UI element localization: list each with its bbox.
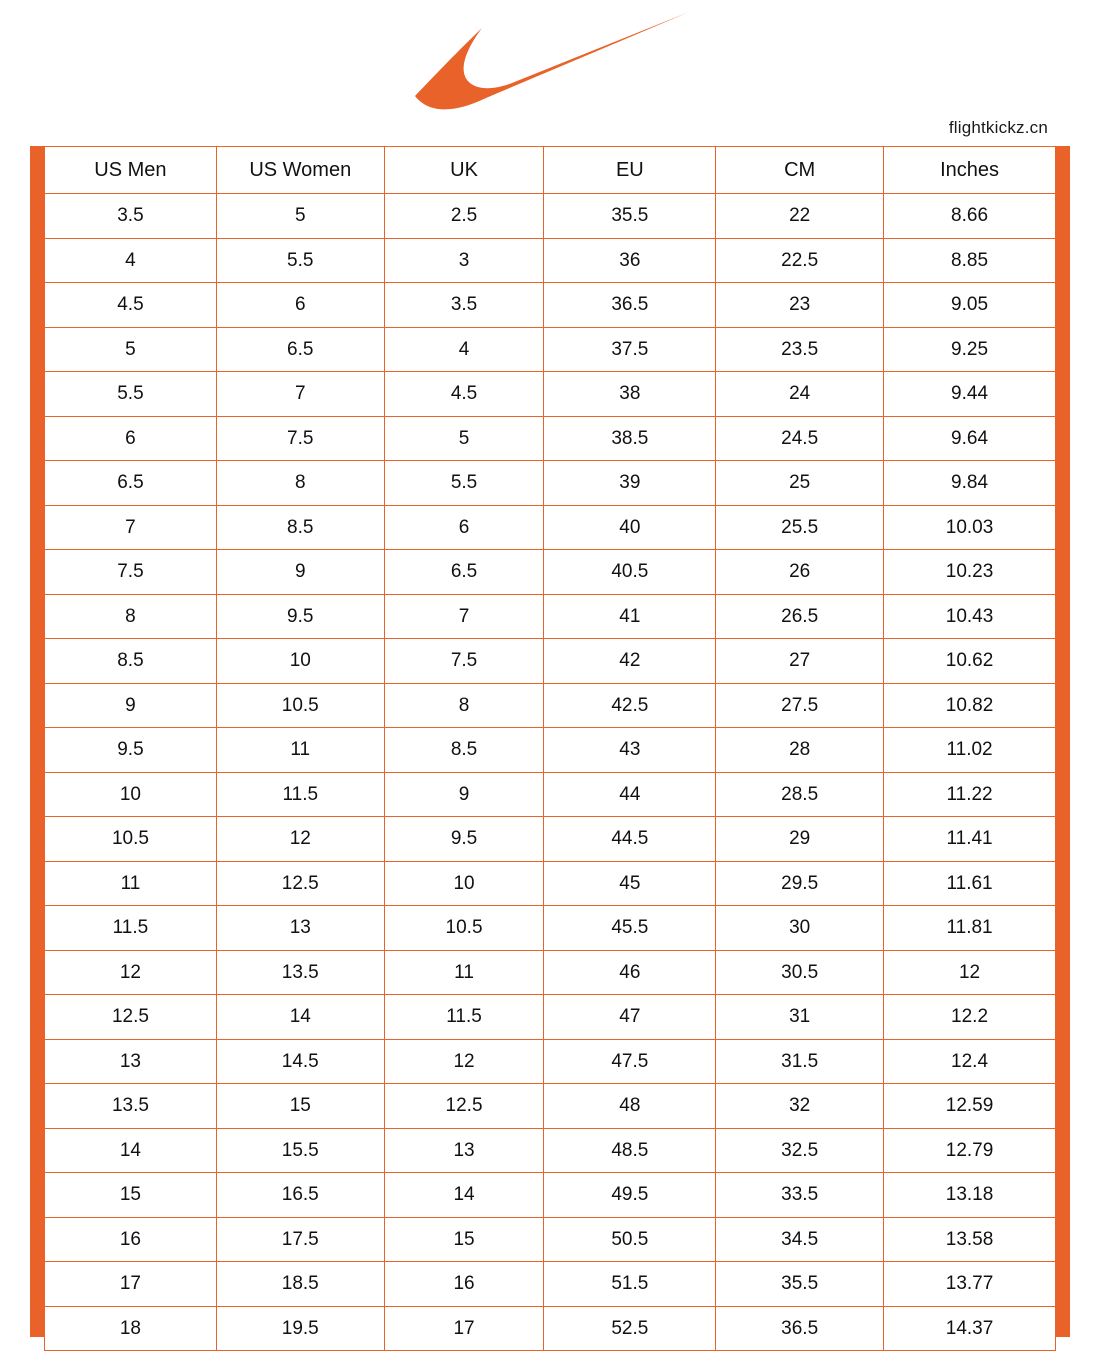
table-row [45, 283, 1056, 328]
table-cell: 33.5 [716, 1173, 884, 1218]
table-cell: 32.5 [716, 1128, 884, 1173]
table-row [45, 550, 1056, 595]
table-cell: 10 [216, 639, 384, 684]
table-cell: 9 [45, 683, 217, 728]
table-row [45, 728, 1056, 773]
size-conversion-table [44, 146, 1056, 1351]
table-cell: 8.5 [45, 639, 217, 684]
table-cell: 15.5 [216, 1128, 384, 1173]
watermark-text: flightkickz.cn [948, 118, 1048, 137]
table-cell: 11.22 [884, 772, 1056, 817]
table-cell: 38 [544, 372, 716, 417]
table-cell: 9.05 [884, 283, 1056, 328]
table-cell: 12.2 [884, 995, 1056, 1040]
table-cell: 6 [216, 283, 384, 328]
table-cell: 10.5 [384, 906, 544, 951]
table-cell: 9.25 [884, 327, 1056, 372]
table-cell: 26.5 [716, 594, 884, 639]
table-cell: 13.77 [884, 1262, 1056, 1307]
table-cell: 19.5 [216, 1306, 384, 1351]
table-cell: 12.4 [884, 1039, 1056, 1084]
table-cell: 46 [544, 950, 716, 995]
table-row [45, 995, 1056, 1040]
table-cell: 25 [716, 461, 884, 506]
table-cell: 35.5 [716, 1262, 884, 1307]
table-cell: 3.5 [384, 283, 544, 328]
table-cell: 12.59 [884, 1084, 1056, 1129]
table-cell: 17 [45, 1262, 217, 1307]
table-cell: 16 [384, 1262, 544, 1307]
table-cell: 5 [45, 327, 217, 372]
table-cell: 13 [45, 1039, 217, 1084]
table-cell: 6.5 [384, 550, 544, 595]
table-cell: 11.5 [384, 995, 544, 1040]
table-cell: 4 [384, 327, 544, 372]
table-cell: 15 [216, 1084, 384, 1129]
table-cell: 22 [716, 194, 884, 239]
table-cell: 22.5 [716, 238, 884, 283]
table-cell: 29.5 [716, 861, 884, 906]
table-cell: 40 [544, 505, 716, 550]
table-row [45, 950, 1056, 995]
table-cell: 15 [384, 1217, 544, 1262]
table-row [45, 416, 1056, 461]
table-cell: 14 [384, 1173, 544, 1218]
table-cell: 28 [716, 728, 884, 773]
table-cell: 5 [384, 416, 544, 461]
table-cell: 4.5 [45, 283, 217, 328]
table-cell: 36.5 [716, 1306, 884, 1351]
table-row [45, 861, 1056, 906]
table-row [45, 1173, 1056, 1218]
table-cell: 30.5 [716, 950, 884, 995]
table-cell: 27 [716, 639, 884, 684]
table-cell: 12 [884, 950, 1056, 995]
table-cell: 13 [384, 1128, 544, 1173]
table-cell: 8.66 [884, 194, 1056, 239]
table-cell: 9.5 [384, 817, 544, 862]
table-cell: 10.62 [884, 639, 1056, 684]
table-cell: 14.37 [884, 1306, 1056, 1351]
table-cell: 7.5 [384, 639, 544, 684]
table-cell: 6 [45, 416, 217, 461]
table-cell: 7 [216, 372, 384, 417]
table-row [45, 1128, 1056, 1173]
table-cell: 25.5 [716, 505, 884, 550]
table-cell: 26 [716, 550, 884, 595]
table-left-band [30, 146, 44, 1337]
table-cell: 13.5 [216, 950, 384, 995]
table-cell: 10 [45, 772, 217, 817]
table-cell: 7 [384, 594, 544, 639]
table-cell: 10.03 [884, 505, 1056, 550]
table-cell: 12.5 [45, 995, 217, 1040]
table-cell: 8 [45, 594, 217, 639]
table-cell: 12 [216, 817, 384, 862]
table-cell: 15 [45, 1173, 217, 1218]
table-cell: 43 [544, 728, 716, 773]
table-cell: 34.5 [716, 1217, 884, 1262]
table-cell: 4 [45, 238, 217, 283]
table-cell: 10.5 [216, 683, 384, 728]
table-cell: 13.5 [45, 1084, 217, 1129]
table-cell: 44 [544, 772, 716, 817]
table-cell: 12 [45, 950, 217, 995]
table-cell: 4.5 [384, 372, 544, 417]
table-cell: 13 [216, 906, 384, 951]
table-cell: 11 [384, 950, 544, 995]
table-cell: 12.5 [384, 1084, 544, 1129]
table-cell: 8.5 [216, 505, 384, 550]
table-cell: 51.5 [544, 1262, 716, 1307]
table-cell: 10.5 [45, 817, 217, 862]
table-cell: 7.5 [45, 550, 217, 595]
brand-header [0, 0, 1100, 124]
table-row [45, 594, 1056, 639]
table-cell: 10.82 [884, 683, 1056, 728]
table-cell: 11 [216, 728, 384, 773]
table-cell: 18.5 [216, 1262, 384, 1307]
table-cell: 7.5 [216, 416, 384, 461]
column-header-uk: UK [384, 147, 544, 194]
table-cell: 16.5 [216, 1173, 384, 1218]
table-cell: 14.5 [216, 1039, 384, 1084]
table-cell: 28.5 [716, 772, 884, 817]
table-cell: 42 [544, 639, 716, 684]
table-cell: 5 [216, 194, 384, 239]
table-row [45, 1262, 1056, 1307]
table-cell: 42.5 [544, 683, 716, 728]
table-header [45, 147, 1056, 194]
table-cell: 14 [45, 1128, 217, 1173]
table-row [45, 1039, 1056, 1084]
table-cell: 3.5 [45, 194, 217, 239]
table-cell: 49.5 [544, 1173, 716, 1218]
table-row [45, 772, 1056, 817]
table-cell: 30 [716, 906, 884, 951]
table-cell: 10 [384, 861, 544, 906]
table-cell: 11 [45, 861, 217, 906]
table-cell: 14 [216, 995, 384, 1040]
table-cell: 8.85 [884, 238, 1056, 283]
table-cell: 17 [384, 1306, 544, 1351]
table-cell: 24 [716, 372, 884, 417]
table-cell: 23.5 [716, 327, 884, 372]
table-body [45, 194, 1056, 1351]
table-cell: 41 [544, 594, 716, 639]
table-cell: 16 [45, 1217, 217, 1262]
table-cell: 9.84 [884, 461, 1056, 506]
table-cell: 45 [544, 861, 716, 906]
table-cell: 47 [544, 995, 716, 1040]
table-cell: 36.5 [544, 283, 716, 328]
table-cell: 48 [544, 1084, 716, 1129]
table-row [45, 906, 1056, 951]
table-cell: 24.5 [716, 416, 884, 461]
table-row [45, 372, 1056, 417]
column-header-eu: EU [544, 147, 716, 194]
table-cell: 47.5 [544, 1039, 716, 1084]
column-header-cm: CM [716, 147, 884, 194]
table-cell: 10.23 [884, 550, 1056, 595]
table-cell: 9.64 [884, 416, 1056, 461]
table-cell: 9.44 [884, 372, 1056, 417]
table-cell: 3 [384, 238, 544, 283]
table-cell: 40.5 [544, 550, 716, 595]
table-row [45, 817, 1056, 862]
table-row [45, 683, 1056, 728]
table-cell: 23 [716, 283, 884, 328]
table-cell: 11.61 [884, 861, 1056, 906]
table-cell: 13.58 [884, 1217, 1056, 1262]
table-cell: 6.5 [45, 461, 217, 506]
table-cell: 31 [716, 995, 884, 1040]
table-cell: 36 [544, 238, 716, 283]
table-cell: 45.5 [544, 906, 716, 951]
table-cell: 37.5 [544, 327, 716, 372]
table-cell: 9.5 [45, 728, 217, 773]
table-cell: 18 [45, 1306, 217, 1351]
table-cell: 39 [544, 461, 716, 506]
table-row [45, 461, 1056, 506]
table-cell: 12 [384, 1039, 544, 1084]
table-cell: 6 [384, 505, 544, 550]
table-cell: 8.5 [384, 728, 544, 773]
column-header-us-men: US Men [45, 147, 217, 194]
table-cell: 11.81 [884, 906, 1056, 951]
size-chart-container [44, 146, 1056, 1351]
table-cell: 5.5 [384, 461, 544, 506]
table-cell: 50.5 [544, 1217, 716, 1262]
table-cell: 5.5 [45, 372, 217, 417]
table-row [45, 327, 1056, 372]
column-header-us-women: US Women [216, 147, 384, 194]
table-cell: 2.5 [384, 194, 544, 239]
table-cell: 29 [716, 817, 884, 862]
table-row [45, 1084, 1056, 1129]
table-cell: 6.5 [216, 327, 384, 372]
table-cell: 11.41 [884, 817, 1056, 862]
table-row [45, 639, 1056, 684]
table-cell: 11.02 [884, 728, 1056, 773]
table-cell: 7 [45, 505, 217, 550]
table-cell: 9.5 [216, 594, 384, 639]
table-cell: 9 [384, 772, 544, 817]
table-cell: 52.5 [544, 1306, 716, 1351]
table-cell: 9 [216, 550, 384, 595]
table-cell: 44.5 [544, 817, 716, 862]
table-cell: 8 [384, 683, 544, 728]
table-cell: 8 [216, 461, 384, 506]
table-cell: 13.18 [884, 1173, 1056, 1218]
table-row [45, 194, 1056, 239]
table-cell: 17.5 [216, 1217, 384, 1262]
table-cell: 48.5 [544, 1128, 716, 1173]
table-row [45, 1217, 1056, 1262]
table-cell: 35.5 [544, 194, 716, 239]
table-cell: 38.5 [544, 416, 716, 461]
table-cell: 12.79 [884, 1128, 1056, 1173]
table-cell: 32 [716, 1084, 884, 1129]
table-cell: 11.5 [216, 772, 384, 817]
table-row [45, 1306, 1056, 1351]
table-row [45, 238, 1056, 283]
table-cell: 12.5 [216, 861, 384, 906]
table-row [45, 505, 1056, 550]
column-header-inches: Inches [884, 147, 1056, 194]
table-cell: 31.5 [716, 1039, 884, 1084]
nike-swoosh-icon [400, 12, 700, 112]
table-cell: 5.5 [216, 238, 384, 283]
table-cell: 27.5 [716, 683, 884, 728]
table-cell: 11.5 [45, 906, 217, 951]
table-header-row [45, 147, 1056, 194]
table-cell: 10.43 [884, 594, 1056, 639]
table-right-band [1056, 146, 1070, 1337]
